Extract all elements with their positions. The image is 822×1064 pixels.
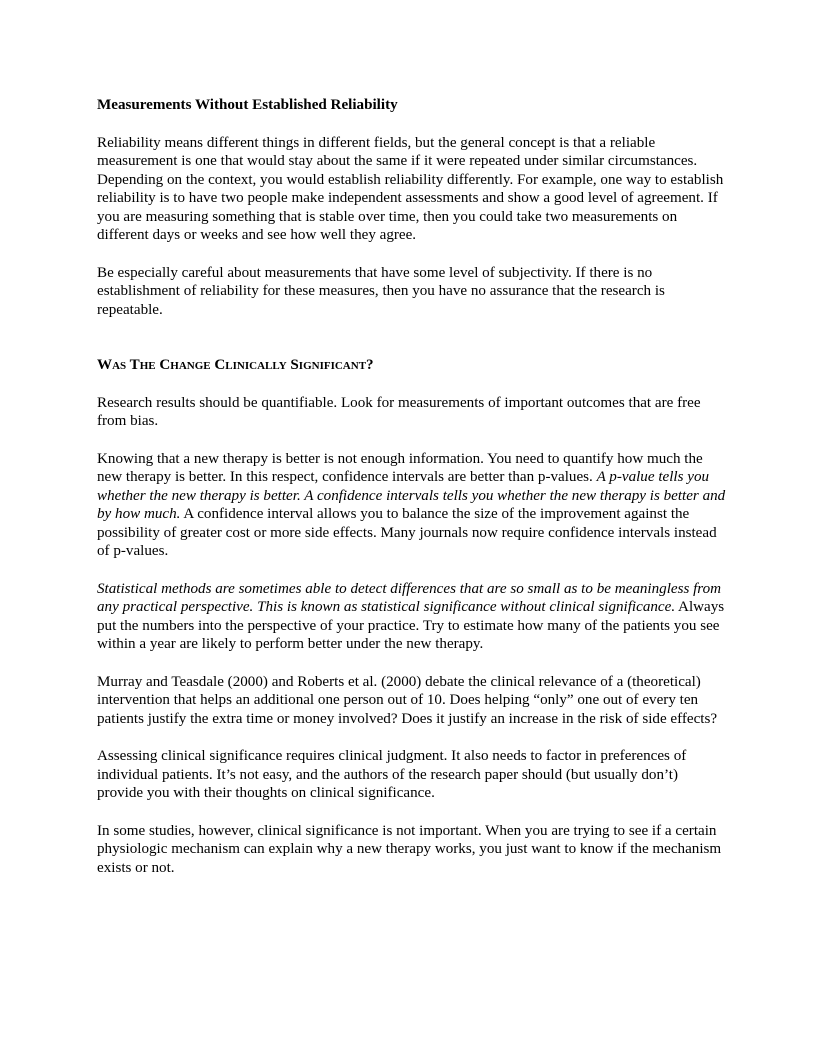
document-page	[97, 96, 727, 877]
paragraph-statistical-significance	[97, 580, 727, 654]
paragraph-reliability-definition: Reliability means different things in different fields, but the general concept is that a reliable measurement is one that would stay about the same if it were repeated under similar circumstances. Depending on the context, you would establish reliability differently. For example, one way to establish reliability is to have two people make independent assessments and show a good level of agreement. If you are measuring something that is stable over time, then you could take two measurements on different days or weeks and see how well they agree.	[97, 134, 724, 243]
italic-text: A p-value tells you whether the new therapy is better. A confidence intervals tells you whether the new therapy is better and by how much.	[97, 469, 726, 522]
paragraph-subjectivity: Be especially careful about measurements that have some level of subjectivity. If there is no establishment of reliability for these measures, then you have no assurance that the research is repeatable.	[97, 264, 665, 318]
paragraph-physiologic-mechanism: In some studies, however, clinical significance is not important. When you are trying to see if a certain physiologic mechanism can explain why a new therapy works, you just want to know if the mechanism exists or not.	[97, 822, 722, 876]
paragraph-murray-teasdale: Murray and Teasdale (2000) and Roberts et al. (2000) debate the clinical relevance of a (theoretical) intervention that helps an additional one person out of 10. Does helping “only” one out of every ten patients justify the extra time or money involved? Does it justify an increase in the risk of side effects?	[97, 673, 718, 727]
italic-text: Statistical methods are sometimes able to detect differences that are so small as to be meaningless from any practical perspective. This is known as statistical significance without clinical significance.	[97, 580, 722, 615]
section-heading-reliability: Measurements Without Established Reliability	[97, 97, 398, 113]
paragraph-confidence-intervals	[97, 450, 727, 561]
paragraph-quantifiable: Research results should be quantifiable. Look for measurements of important outcomes that are free from bias.	[97, 394, 701, 429]
paragraph-clinical-judgment: Assessing clinical significance requires clinical judgment. It also needs to factor in preferences of individual patients. It’s not easy, and the authors of the research paper should (but usually don’t) provide you with their thoughts on clinical significance.	[97, 748, 687, 801]
section-heading-clinical-significance: Was The Change Clinically Significant?	[97, 357, 374, 373]
paragraph-text: Knowing that a new therapy is better is not enough information. You need to quantify how much the new therapy is better. In this respect, confidence intervals are better than p-values.	[97, 450, 703, 485]
paragraph-text: Always put the numbers into the perspective of your practice. Try to estimate how many of the patients you see within a year are likely to perform better under the new therapy.	[97, 599, 725, 652]
paragraph-text: A confidence interval allows you to balance the size of the improvement against the possibility of greater cost or more side effects. Many journals now require confidence intervals instead of p-values.	[97, 506, 717, 559]
